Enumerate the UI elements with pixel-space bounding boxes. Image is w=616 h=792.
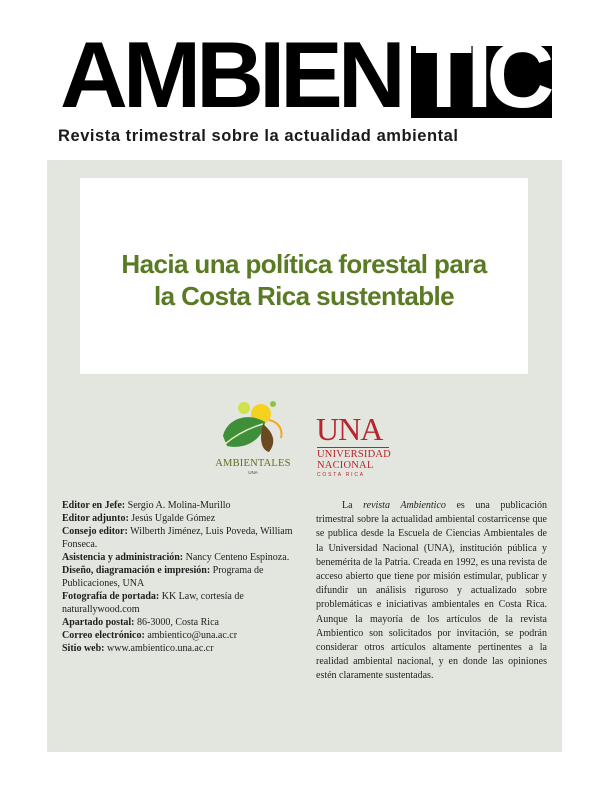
issue-title [80,248,528,312]
about-paragraph [316,499,547,684]
credit-correo: Correo electrónico: ambientico@una.ac.cr [62,630,238,641]
credit-asistencia: Asistencia y administración: Nancy Centeno Espinoza. [62,552,290,563]
issue-title-line2: la Costa Rica sustentable [154,281,454,311]
about-lead: La [342,500,364,511]
credit-diseno: Diseño, diagramación e impresión: Programa de Publicaciones, UNA [62,565,264,589]
masthead-subtitle: Revista trimestral sobre la actualidad ambiental [58,127,459,145]
ambientales-logo-sub: UNA [248,470,258,475]
una-logo-line3: COSTA RICA [317,472,365,478]
about-body: es una publicación trimestral sobre la actualidad ambiental costarricense que se publica desde la Escuela de Ciencias Ambientales de la Universidad Nacional (UNA), institución pública y benemérita de la Patria. Creada en 1992, es una revista de acceso abierto que tiene por misión estimular, publicar y difundir un análisis riguroso y actualizado sobre problemáticas e iniciativas ambientales en Costa Rica. Aunque la mayoría de los artículos de la revista Ambientico son solicitados por invitación, se podrán considerar otros artículos altamente pertinentes a la realidad ambiental nacional, y en donde las opiniones estén claramente sustentadas. [316,500,548,682]
una-logo-rule [317,447,389,448]
about-journal-name: revista Ambientico [363,500,446,511]
una-logo [316,411,396,478]
credit-sitio-web: Sitio web: www.ambientico.una.ac.cr [62,643,214,654]
leaf-sun-icon [213,398,293,458]
credit-editor-jefe: Editor en Jefe: Sergio A. Molina-Murillo [62,500,231,511]
una-logo-acronym: UNA [316,411,383,447]
credit-editor-adjunto: Editor adjunto: Jesús Ugalde Gómez [62,513,216,524]
credit-apartado: Apartado postal: 86-3000, Costa Rica [62,617,219,628]
ambientales-logo [213,398,293,478]
masthead-title-inverse: TICO [415,22,616,127]
issue-title-box [80,178,528,374]
masthead-logo [60,22,616,127]
ambientales-logo-name: AMBIENTALES [215,458,291,469]
una-logo-line2: NACIONAL [317,460,374,471]
issue-title-line1: Hacia una política forestal para [121,249,487,279]
credits-block [62,499,312,655]
credit-fotografia: Fotografía de portada: KK Law, cortesía de naturallywood.com [62,591,244,615]
credit-consejo-editor: Consejo editor: Wilberth Jiménez, Luis Poveda, William Fonseca. [62,526,293,550]
masthead-title-main: AMBIEN [60,22,401,127]
una-logo-line1: UNIVERSIDAD [317,449,391,460]
